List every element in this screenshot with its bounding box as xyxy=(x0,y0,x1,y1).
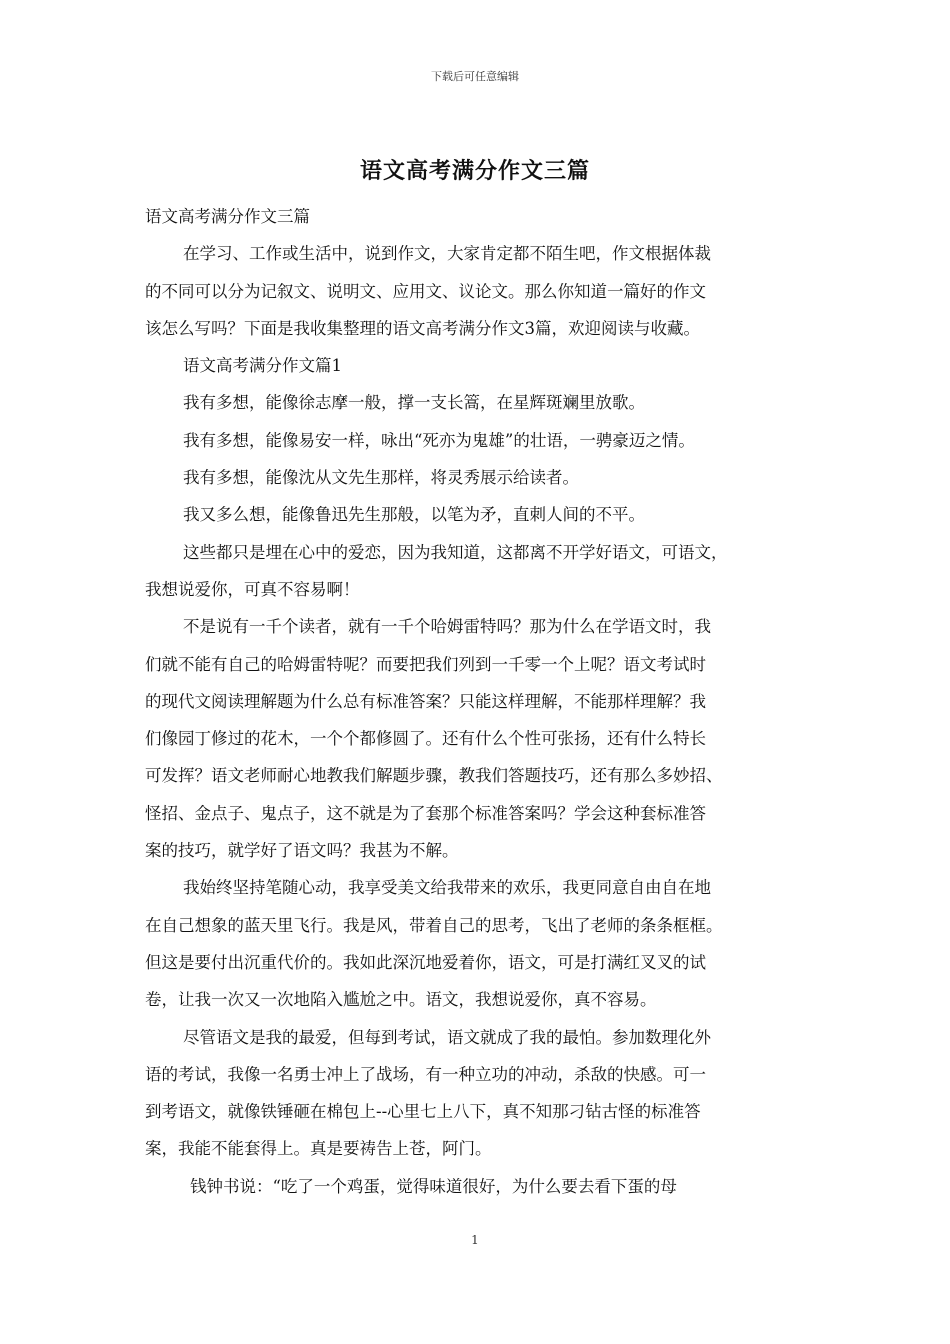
text-line: 可发挥？语文老师耐心地教我们解题步骤，教我们答题技巧，还有那么多妙招、 xyxy=(145,766,723,786)
text-line: 语的考试，我像一名勇士冲上了战场，有一种立功的冲动，杀敌的快感。可一 xyxy=(145,1064,706,1084)
text-line: 们就不能有自己的哈姆雷特呢？而要把我们列到一千零一个上呢？语文考试时 xyxy=(145,654,706,674)
text-line: 我有多想，能像沈从文先生那样，将灵秀展示给读者。 xyxy=(183,468,579,488)
text-line: 我有多想，能像易安一样，咏出“死亦为鬼雄”的壮语，一骋豪迈之情。 xyxy=(183,430,695,450)
text-line: 卷，让我一次又一次地陷入尴尬之中。语文，我想说爱你，真不容易。 xyxy=(145,990,657,1010)
page-header: 下载后可任意编辑 xyxy=(431,70,519,83)
text-line: 我想说爱你，可真不容易啊！ xyxy=(145,579,360,599)
text-line: 我始终坚持笔随心动，我享受美文给我带来的欢乐，我更同意自由自在地 xyxy=(183,878,711,898)
text-line: 不是说有一千个读者，就有一千个哈姆雷特吗？那为什么在学语文时，我 xyxy=(183,617,711,637)
text-line: 案的技巧，就学好了语文吗？我甚为不解。 xyxy=(145,841,459,861)
text-line: 的不同可以分为记叙文、说明文、应用文、议论文。那么你知道一篇好的作文 xyxy=(145,281,706,301)
text-line: 的现代文阅读理解题为什么总有标准答案？只能这样理解，不能那样理解？我 xyxy=(145,691,706,711)
text-line: 语文高考满分作文篇1 xyxy=(183,356,342,376)
document-body xyxy=(145,198,810,1205)
text-line: 我又多么想，能像鲁迅先生那般，以笔为矛，直刺人间的不平。 xyxy=(183,505,645,525)
page-number: 1 xyxy=(471,1233,479,1247)
text-line: 怪招、金点子、鬼点子，这不就是为了套那个标准答案吗？学会这种套标准答 xyxy=(145,803,706,823)
text-line: 尽管语文是我的最爱，但每到考试，语文就成了我的最怕。参加数理化外 xyxy=(183,1027,711,1047)
text-line: 们像园丁修过的花木，一个个都修圆了。还有什么个性可张扬，还有什么特长 xyxy=(145,729,706,749)
text-line: 但这是要付出沉重代价的。我如此深沉地爱着你，语文，可是打满红叉叉的试 xyxy=(145,952,706,972)
text-line: 语文高考满分作文三篇 xyxy=(145,207,310,226)
text-line: 在自己想象的蓝天里飞行。我是风，带着自己的思考，飞出了老师的条条框框。 xyxy=(145,915,723,935)
text-line: 这些都只是埋在心中的爱恋，因为我知道，这都离不开学好语文，可语文， xyxy=(183,542,728,562)
text-line: 案，我能不能套得上。真是要祷告上苍，阿门。 xyxy=(145,1139,492,1159)
text-line: 到考语文，就像铁锤砸在棉包上--心里七上八下，真不知那刁钻古怪的标准答 xyxy=(145,1102,701,1122)
text-line: 该怎么写吗？下面是我收集整理的语文高考满分作文3篇，欢迎阅读与收藏。 xyxy=(145,318,700,338)
text-line: 我有多想，能像徐志摩一般，撑一支长篙，在星辉斑斓里放歌。 xyxy=(183,393,645,413)
text-line: 钱钟书说：“吃了一个鸡蛋，觉得味道很好，为什么要去看下蛋的母 xyxy=(190,1176,677,1196)
document-title: 语文高考满分作文三篇 xyxy=(359,158,590,184)
text-line: 在学习、工作或生活中，说到作文，大家肯定都不陌生吧，作文根据体裁 xyxy=(183,244,711,264)
